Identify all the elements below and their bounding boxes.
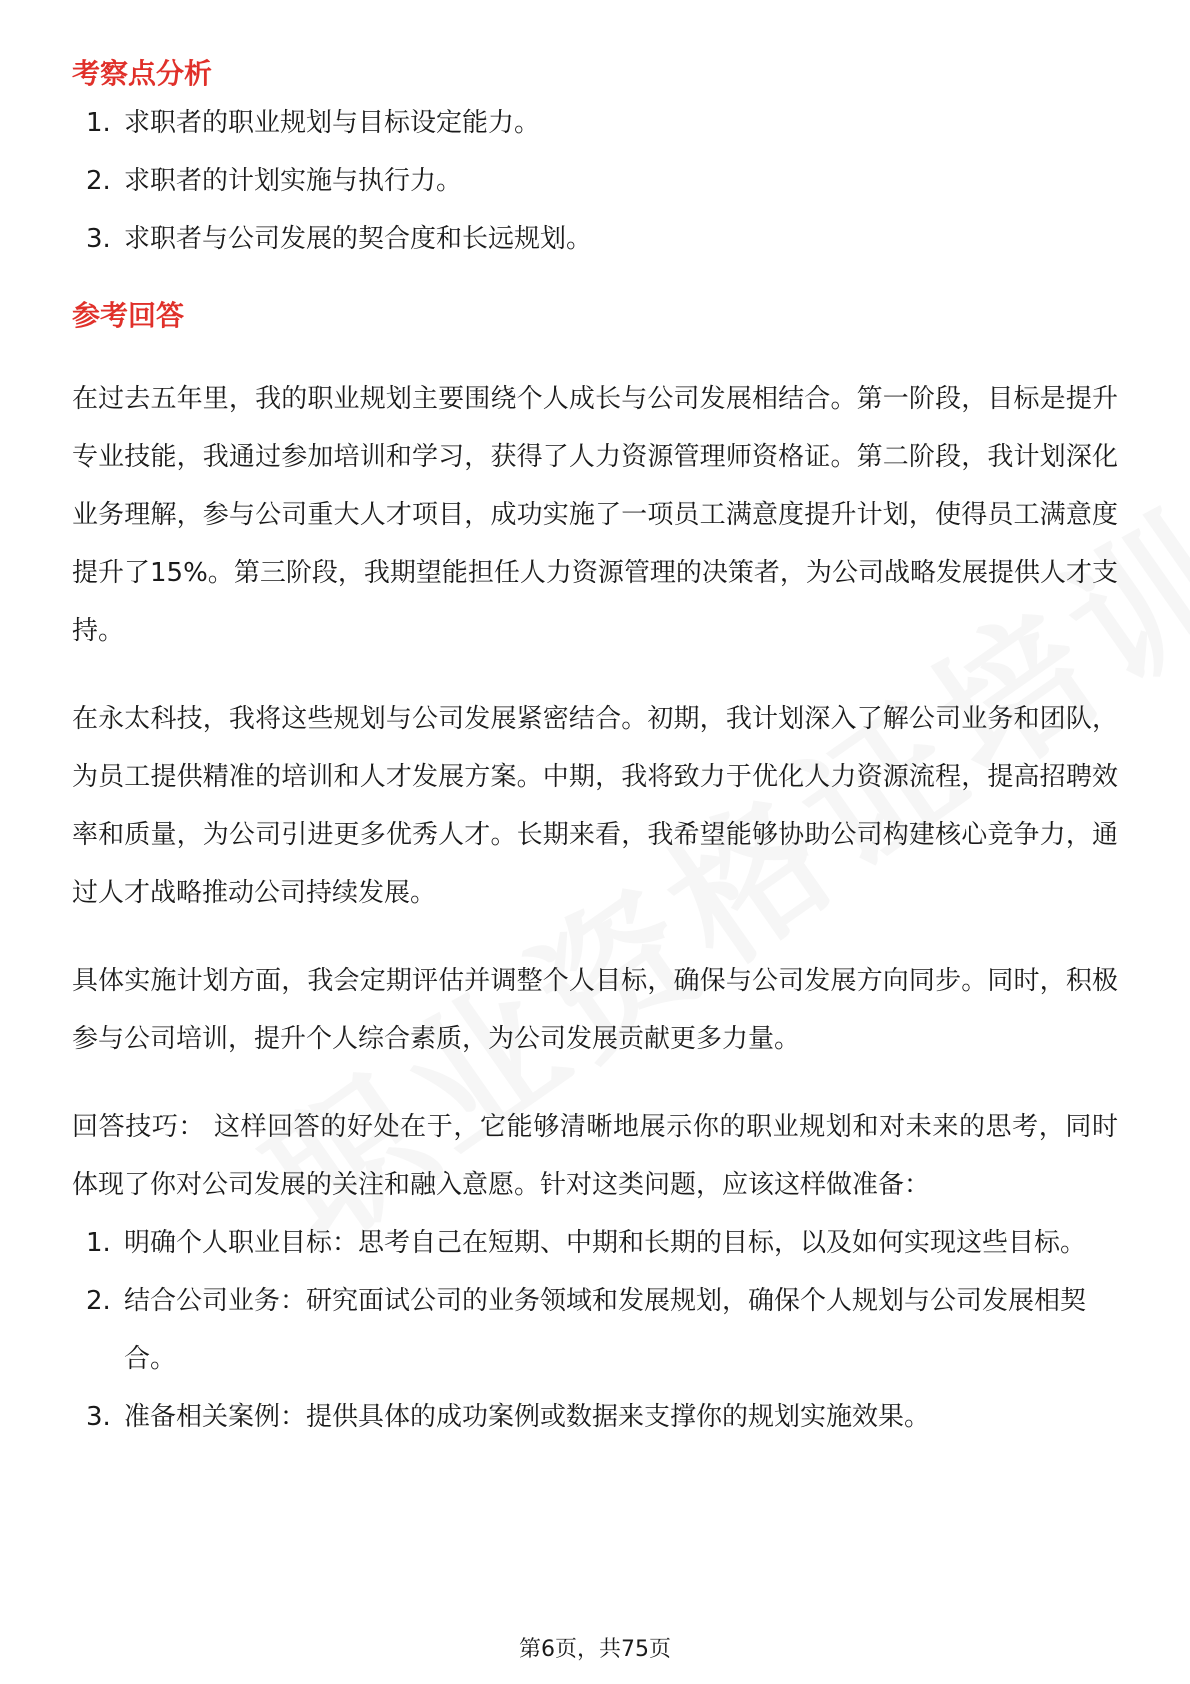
list-number: 1. xyxy=(86,108,111,138)
list-item xyxy=(72,1272,1118,1388)
list-number: 2. xyxy=(86,166,111,196)
list-item-text: 求职者的计划实施与执行力。 xyxy=(124,166,463,196)
page-footer: 第6页，共75页 xyxy=(519,1637,671,1662)
list-item xyxy=(72,94,1118,152)
answer-paragraph: 在过去五年里，我的职业规划主要围绕个人成长与公司发展相结合。第一阶段，目标是提升专业技能，我通过参加培训和学习，获得了人力资源管理师资格证。第二阶段，我计划深化业务理解，参与公司重大人才项目，成功实施了一项员工满意度提升计划，使得员工满意度提升了15%。第三阶段，我期望能担任人力资源管理的决策者，为公司战略发展提供人才支持。 xyxy=(72,384,1118,646)
list-item xyxy=(72,152,1118,210)
list-number: 3. xyxy=(86,224,111,254)
answer-paragraph: 具体实施计划方面，我会定期评估并调整个人目标，确保与公司发展方向同步。同时，积极参与公司培训，提升个人综合素质，为公司发展贡献更多力量。 xyxy=(72,966,1118,1054)
list-item-text: 求职者与公司发展的契合度和长远规划。 xyxy=(124,224,593,254)
list-number: 3. xyxy=(86,1402,111,1432)
tips-intro-paragraph: 回答技巧： 这样回答的好处在于，它能够清晰地展示你的职业规划和对未来的思考，同时体现了你对公司发展的关注和融入意愿。针对这类问题，应该这样做准备： xyxy=(72,1112,1118,1200)
tips-list xyxy=(72,1214,1118,1446)
document-page xyxy=(72,44,1118,1446)
analysis-list xyxy=(72,94,1118,268)
list-item xyxy=(72,1388,1118,1446)
list-item-text: 求职者的职业规划与目标设定能力。 xyxy=(124,108,541,138)
list-number: 1. xyxy=(86,1228,111,1258)
section-title-analysis: 考察点分析 xyxy=(72,57,213,90)
list-item-text: 明确个人职业目标：思考自己在短期、中期和长期的目标，以及如何实现这些目标。 xyxy=(124,1228,1087,1258)
list-item xyxy=(72,210,1118,268)
list-item xyxy=(72,1214,1118,1272)
section-title-reference-answer: 参考回答 xyxy=(72,299,185,332)
list-item-text: 准备相关案例：提供具体的成功案例或数据来支撑你的规划实施效果。 xyxy=(124,1402,931,1432)
answer-paragraph: 在永太科技，我将这些规划与公司发展紧密结合。初期，我计划深入了解公司业务和团队，为员工提供精准的培训和人才发展方案。中期，我将致力于优化人力资源流程，提高招聘效率和质量，为公司引进更多优秀人才。长期来看，我希望能够协助公司构建核心竞争力，通过人才战略推动公司持续发展。 xyxy=(72,704,1118,908)
list-number: 2. xyxy=(86,1286,111,1316)
list-item-text: 结合公司业务：研究面试公司的业务领域和发展规划，确保个人规划与公司发展相契合。 xyxy=(124,1286,1087,1374)
